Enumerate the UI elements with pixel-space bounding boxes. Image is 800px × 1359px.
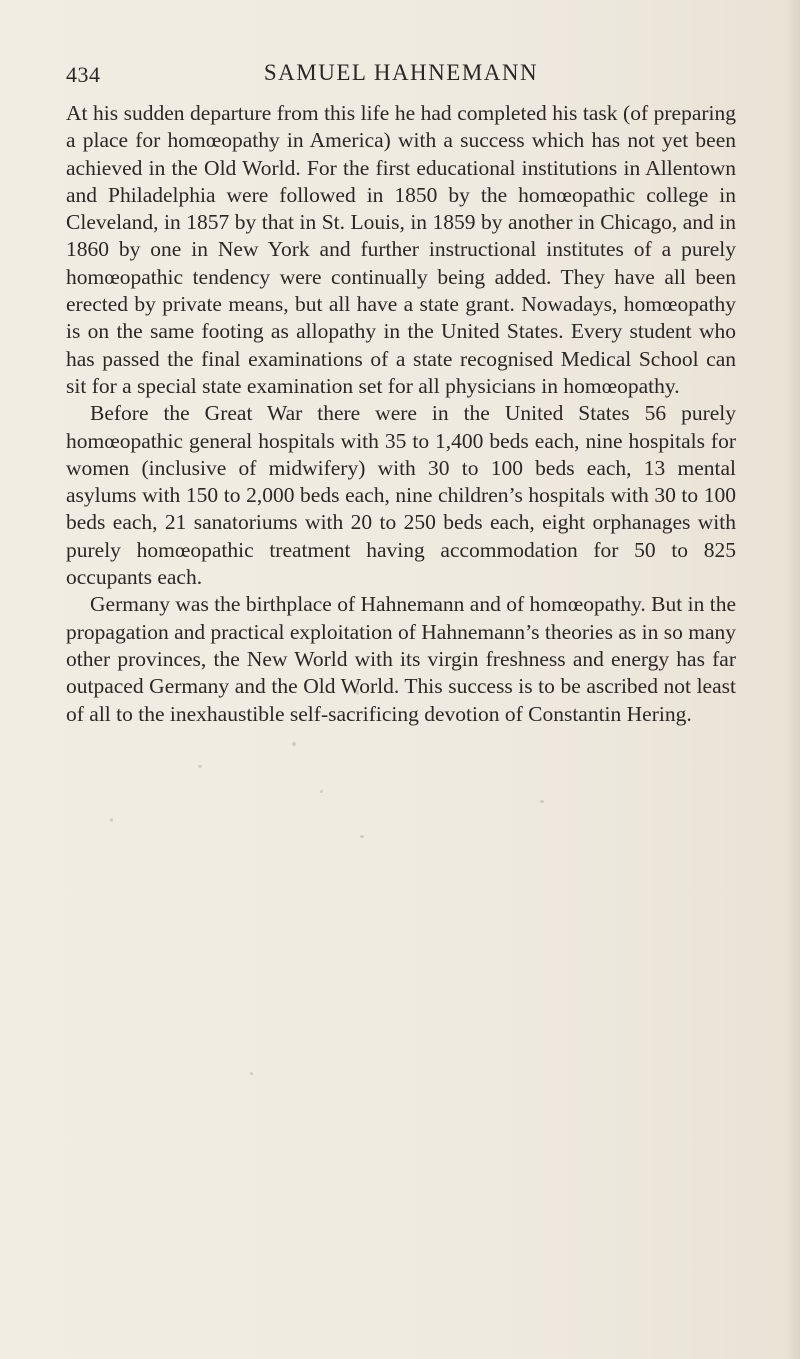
running-title: SAMUEL HAHNEMANN (263, 60, 539, 85)
paper-speck (356, 690, 359, 695)
page-number: 434 (66, 62, 101, 87)
body-text (66, 100, 736, 728)
paper-speck (250, 1072, 253, 1075)
paper-speck (198, 765, 202, 768)
paragraph-1: At his sudden departure from this life he had completed his task (of preparing a place for homœopathy in America) with a success which has not yet been achieved in the Old World. For the first educational institutions in Allentown and Philadelphia were followed in 1850 by the homœopathic college in Cleveland, in 1857 by that in St. Louis, in 1859 by another in Chicago, and in 1860 by one in New York and further instructional institutes of a purely homœopathic tendency were continually being added. They have all been erected by private means, but all have a state grant. Nowadays, homœopathy is on the same footing as allopathy in the United States. Every student who has passed the final examinations of a state recognised Medical School can sit for a special state examination set for all physicians in homœopathy. (66, 101, 736, 398)
paper-speck (320, 790, 323, 793)
paragraph-2: Before the Great War there were in the United States 56 purely homœopathic general hospitals with 35 to 1,400 beds each, nine hospitals for women (inclusive of midwifery) with 30 to 100 beds each, 13 mental asylums with 150 to 2,000 beds each, nine children’s hospitals with 30 to 100 beds each, 21 sanatoriums with 20 to 250 beds each, eight orphanages with purely homœopathic treatment having accommodation for 50 to 825 occupants each. (66, 401, 736, 590)
page-edge-shadow (786, 0, 800, 1359)
paper-speck (540, 800, 544, 803)
paper-speck (292, 742, 296, 746)
paper-speck (497, 718, 500, 721)
paper-speck (360, 835, 364, 838)
page-header (66, 56, 736, 96)
paragraph-3: Germany was the birthplace of Hahnemann and of homœopathy. But in the propagation and practical exploitation of Hahnemann’s theories as in so many other provinces, the New World with its virgin freshness and energy has far outpaced Germany and the Old World. This success is to be ascribed not least of all to the inexhaustible self-sacrificing devotion of Constantin Hering. (66, 592, 736, 726)
paper-speck (110, 818, 113, 822)
